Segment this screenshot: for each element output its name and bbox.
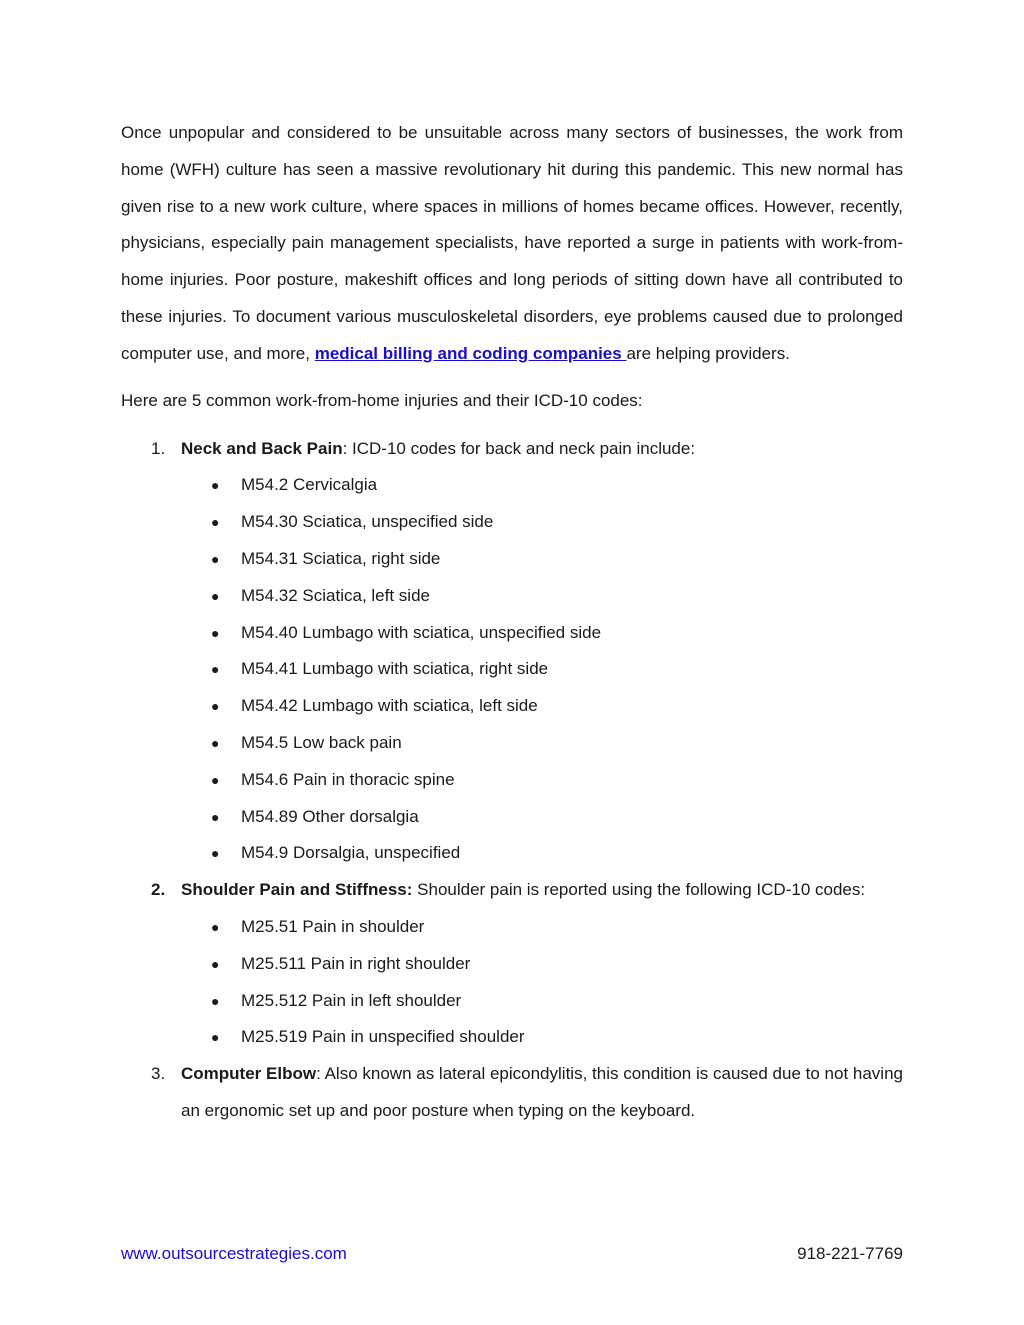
code-item xyxy=(181,578,903,615)
code-item xyxy=(181,835,903,872)
bullet-icon: ● xyxy=(211,698,220,715)
code-text: M54.89 Other dorsalgia xyxy=(241,806,419,826)
code-text: M54.32 Sciatica, left side xyxy=(241,585,430,605)
code-text: M25.512 Pain in left shoulder xyxy=(241,990,462,1010)
code-item xyxy=(181,799,903,836)
code-item xyxy=(181,1019,903,1056)
item-number: 3. xyxy=(151,1064,166,1084)
item-heading xyxy=(181,872,903,909)
code-text: M54.31 Sciatica, right side xyxy=(241,548,441,568)
intro-text-before: Once unpopular and considered to be unsuitable across many sectors of businesses, the work from home (WFH) culture has seen a massive revolutionary hit during this pandemic. This new normal has given rise to a new work culture, where spaces in millions of homes became offices. However, recently, physicians, especially pain management specialists, have reported a surge in patients with work-from-home injuries. Poor posture, makeshift offices and long periods of sitting down have all contributed to these injuries. To document various musculoskeletal disorders, eye problems caused due to prolonged computer use, and more, xyxy=(121,123,903,363)
code-item xyxy=(181,725,903,762)
code-item xyxy=(181,946,903,983)
bullet-icon: ● xyxy=(211,587,220,604)
code-text: M54.2 Cervicalgia xyxy=(241,475,378,495)
bullet-icon: ● xyxy=(211,992,220,1009)
bullet-icon: ● xyxy=(211,918,220,935)
injury-item-shoulder xyxy=(121,872,903,1056)
code-item xyxy=(181,909,903,946)
bullet-icon: ● xyxy=(211,1029,220,1046)
code-item xyxy=(181,541,903,578)
bullet-icon: ● xyxy=(211,624,220,641)
code-text: M54.30 Sciatica, unspecified side xyxy=(241,512,494,532)
item-title: Computer Elbow xyxy=(181,1064,317,1084)
medical-billing-link[interactable]: medical billing and coding companies xyxy=(314,343,627,363)
bullet-icon: ● xyxy=(211,845,220,862)
code-text: M54.5 Low back pain xyxy=(241,732,402,752)
code-text: M54.42 Lumbago with sciatica, left side xyxy=(241,696,538,716)
bullet-icon: ● xyxy=(211,661,220,678)
code-item xyxy=(181,467,903,504)
bullet-icon: ● xyxy=(211,550,220,567)
code-list xyxy=(181,467,903,872)
item-heading xyxy=(181,431,903,468)
code-text: M54.40 Lumbago with sciatica, unspecified side xyxy=(241,622,602,642)
code-text: M54.41 Lumbago with sciatica, right side xyxy=(241,659,549,679)
item-description: Shoulder pain is reported using the following ICD-10 codes: xyxy=(417,880,866,900)
item-description: Also known as lateral epicondylitis, this condition is caused due to not having an ergonomic set up and poor posture when typing on the keyboard. xyxy=(181,1064,903,1120)
code-item xyxy=(181,651,903,688)
website-link[interactable]: www.outsourcestrategies.com xyxy=(121,1244,347,1263)
code-item xyxy=(181,688,903,725)
code-item xyxy=(181,983,903,1020)
code-list xyxy=(181,909,903,1056)
code-text: M54.9 Dorsalgia, unspecified xyxy=(241,843,461,863)
code-text: M54.6 Pain in thoracic spine xyxy=(241,769,455,789)
code-text: M25.511 Pain in right shoulder xyxy=(241,953,471,973)
list-intro: Here are 5 common work-from-home injuries and their ICD-10 codes: xyxy=(121,390,643,410)
code-item xyxy=(181,504,903,541)
code-item xyxy=(181,615,903,652)
phone-number: 918-221-7769 xyxy=(797,1244,903,1263)
item-title: Neck and Back Pain xyxy=(181,438,343,458)
injury-item-computer-elbow xyxy=(121,1056,903,1130)
code-text: M25.51 Pain in shoulder xyxy=(241,916,425,936)
injury-list xyxy=(121,431,903,1130)
intro-paragraph xyxy=(121,115,903,373)
item-separator: : xyxy=(342,438,353,458)
document-body xyxy=(121,115,903,1130)
bullet-icon: ● xyxy=(211,955,220,972)
bullet-icon: ● xyxy=(211,808,220,825)
bullet-icon: ● xyxy=(211,477,220,494)
item-number: 2. xyxy=(151,880,166,900)
bullet-icon: ● xyxy=(211,734,220,751)
intro-text-after: are helping providers. xyxy=(626,343,790,363)
item-number: 1. xyxy=(151,438,166,458)
code-item xyxy=(181,762,903,799)
item-title: Shoulder Pain and Stiffness: xyxy=(181,880,413,900)
item-description: ICD-10 codes for back and neck pain include: xyxy=(352,438,696,458)
item-heading xyxy=(181,1056,903,1130)
code-text: M25.519 Pain in unspecified shoulder xyxy=(241,1027,525,1047)
bullet-icon: ● xyxy=(211,771,220,788)
injury-item-neck-back xyxy=(121,431,903,873)
item-separator: : xyxy=(316,1064,325,1084)
bullet-icon: ● xyxy=(211,514,220,531)
